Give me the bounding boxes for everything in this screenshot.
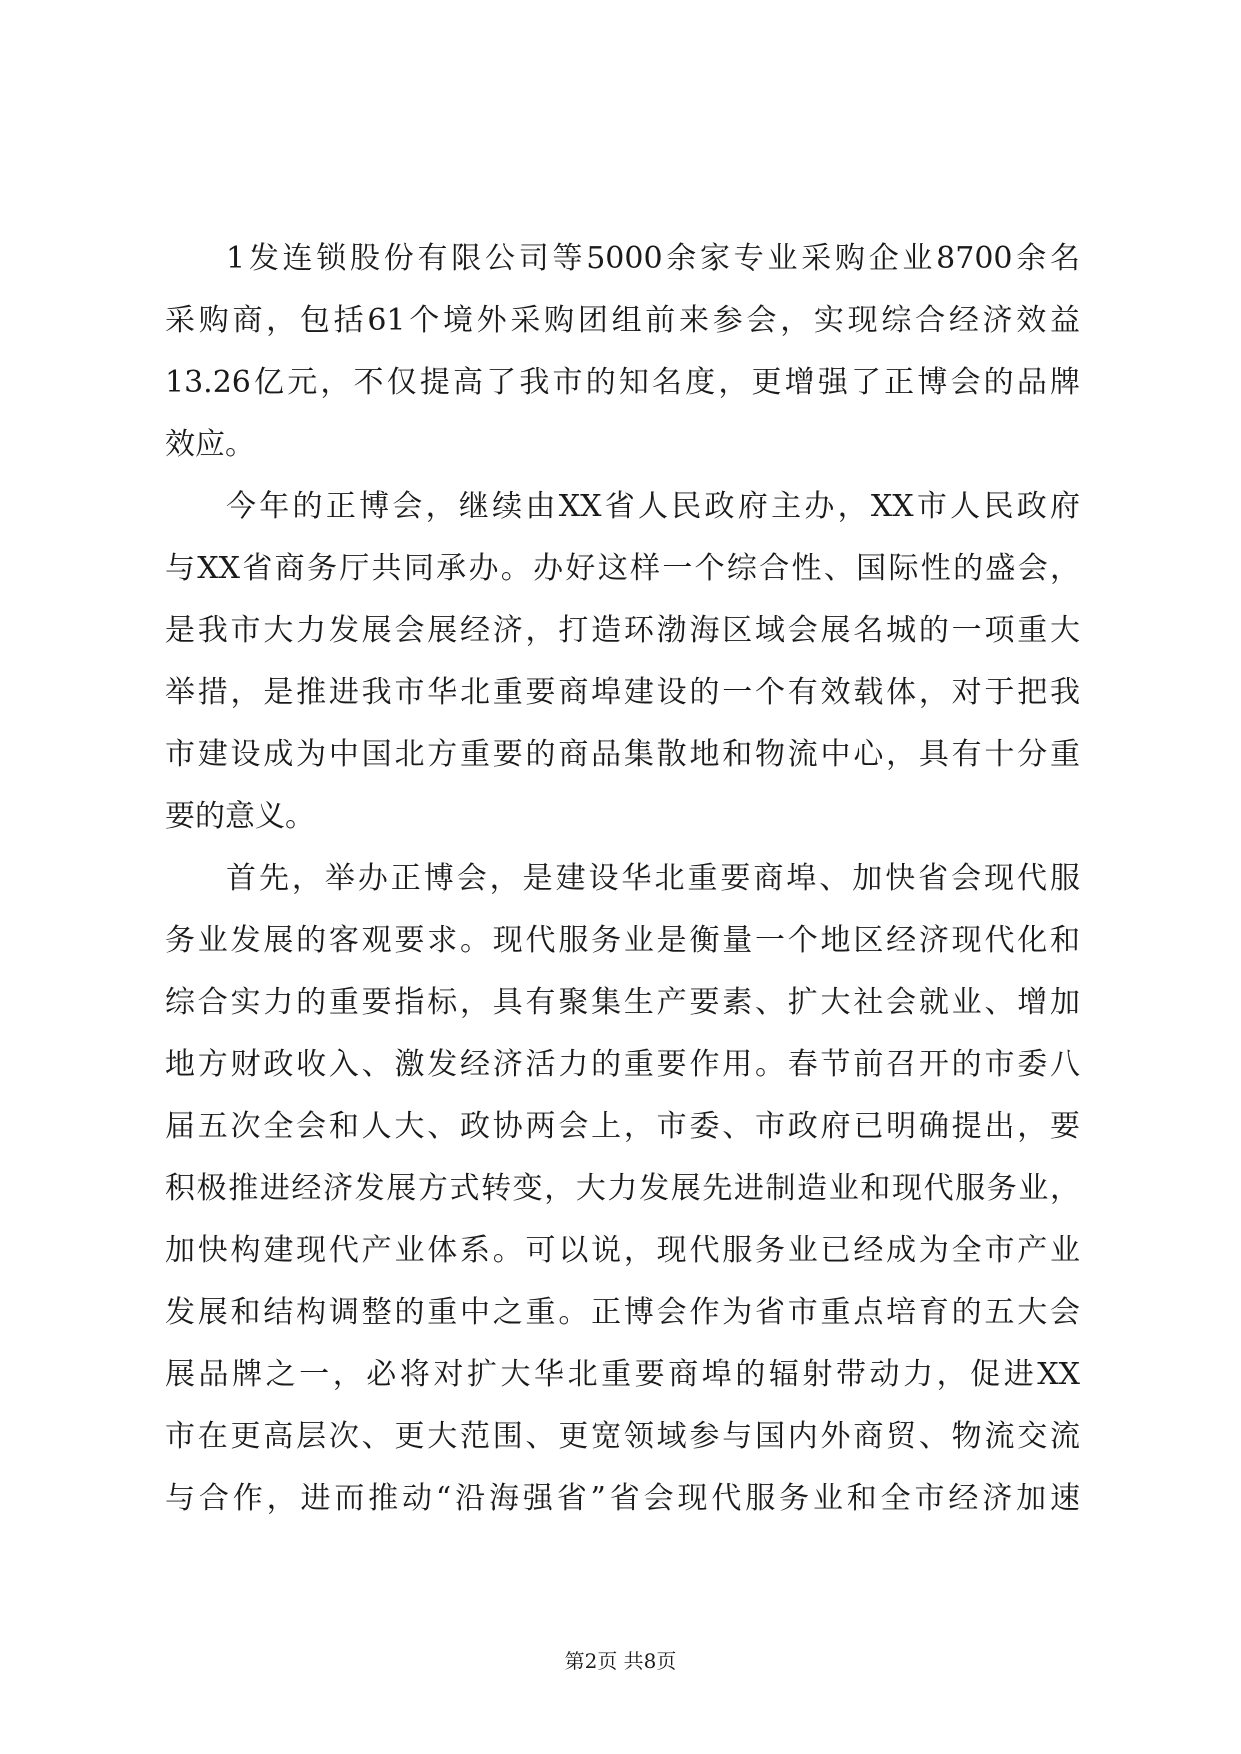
text-line: 务业发展的客观要求。现代服务业是衡量一个地区经济现代化和 xyxy=(165,923,1080,958)
paragraph xyxy=(165,476,1080,848)
text-line: 市在更高层次、更大范围、更宽领域参与国内外商贸、物流交流 xyxy=(165,1419,1080,1454)
text-line: 积极推进经济发展方式转变，大力发展先进制造业和现代服务业， xyxy=(165,1171,1080,1206)
text-line: 1发连锁股份有限公司等5000余家专业采购企业8700余名 xyxy=(226,241,1080,276)
text-line: 综合实力的重要指标，具有聚集生产要素、扩大社会就业、增加 xyxy=(165,985,1080,1020)
text-line: 要的意义。 xyxy=(165,799,315,834)
paragraph xyxy=(165,228,1080,476)
page-number-footer: 第2页 共8页 xyxy=(564,1649,677,1673)
text-line: 首先，举办正博会，是建设华北重要商埠、加快省会现代服 xyxy=(226,861,1080,896)
text-line: 今年的正博会，继续由XX省人民政府主办，XX市人民政府 xyxy=(226,489,1080,524)
text-line: 与合作，进而推动“沿海强省”省会现代服务业和全市经济加速 xyxy=(165,1481,1080,1516)
text-line: 效应。 xyxy=(165,427,255,462)
text-line: 届五次全会和人大、政协两会上，市委、市政府已明确提出，要 xyxy=(165,1109,1080,1144)
document-body xyxy=(165,228,1080,1530)
text-line: 是我市大力发展会展经济，打造环渤海区域会展名城的一项重大 xyxy=(165,613,1080,648)
text-line: 与XX省商务厅共同承办。办好这样一个综合性、国际性的盛会， xyxy=(165,551,1080,586)
text-line: 发展和结构调整的重中之重。正博会作为省市重点培育的五大会 xyxy=(165,1295,1080,1330)
paragraph xyxy=(165,848,1080,1530)
text-line: 地方财政收入、激发经济活力的重要作用。春节前召开的市委八 xyxy=(165,1047,1080,1082)
text-line: 采购商，包括61个境外采购团组前来参会，实现综合经济效益 xyxy=(165,303,1080,338)
text-line: 展品牌之一，必将对扩大华北重要商埠的辐射带动力，促进XX xyxy=(165,1357,1080,1392)
text-line: 市建设成为中国北方重要的商品集散地和物流中心，具有十分重 xyxy=(165,737,1080,772)
text-line: 举措，是推进我市华北重要商埠建设的一个有效载体，对于把我 xyxy=(165,675,1080,710)
text-line: 加快构建现代产业体系。可以说，现代服务业已经成为全市产业 xyxy=(165,1233,1080,1268)
text-line: 13.26亿元，不仅提高了我市的知名度，更增强了正博会的品牌 xyxy=(165,365,1080,400)
